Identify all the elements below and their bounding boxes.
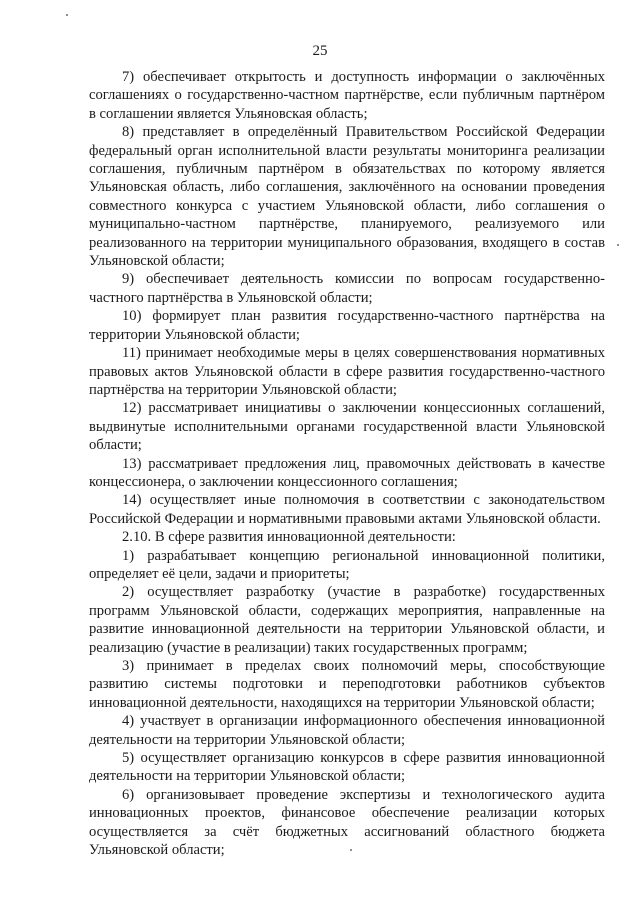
- paragraph-item-13: 13) рассматривает предложения лиц, правомочных действовать в качестве концессионера, о заключении концессионного соглашения;: [89, 455, 605, 490]
- innovation-item-2: 2) осуществляет разработку (участие в разработке) государственных программ Ульяновской области, содержащих мероприятия, направленные на развитие инновационной деятельности на территории Ульяновской области, и реализацию (участие в реализации) таких государственных программ;: [89, 584, 605, 656]
- scan-speck: [350, 849, 352, 851]
- paragraph-item-11: 11) принимает необходимые меры в целях совершенствования нормативных правовых актов Ульяновской области в сфере развития государственно-частного партнёрства на территории Ульяновской области;: [89, 345, 605, 398]
- innovation-item-6: 6) организовывает проведение экспертизы и технологического аудита инновационных проектов, финансовое обеспечение реализации которых осуществляется за счёт бюджетных ассигнований областного бюджета Ульяновской области;: [89, 786, 605, 859]
- paragraph-item-8: 8) представляет в определённый Правительством Российской Федерации федеральный орган исполнительной власти результаты мониторинга реализации соглашения, публичным партнёром в обязательствах по которому является Ульяновская область, либо соглашения, заключённого на основании проведения совместного конкурса с участием Ульяновской области, либо соглашения о муниципально-частном партнёрстве, планируемого, реализуемого или реализованного на территории муниципального образования, входящего в состав Ульяновской области;: [89, 124, 605, 270]
- page-number: 25: [312, 43, 328, 59]
- paragraph-item-9: 9) обеспечивает деятельность комиссии по вопросам государственно-частного партнёрства в Ульяновской области;: [89, 271, 605, 306]
- scan-speck: [617, 244, 619, 246]
- paragraph-item-12: 12) рассматривает инициативы о заключении концессионных соглашений, выдвинутые исполнительными органами государственной власти Ульяновской области;: [89, 400, 605, 454]
- paragraph-item-10: 10) формирует план развития государственно-частного партнёрства на территории Ульяновской области;: [89, 308, 605, 343]
- innovation-item-4: 4) участвует в организации информационного обеспечения инновационной деятельности на территории Ульяновской области;: [89, 713, 605, 748]
- section-heading-2-10: 2.10. В сфере развития инновационной деятельности:: [122, 529, 456, 546]
- innovation-item-1: 1) разрабатывает концепцию региональной инновационной политики, определяет её цели, задачи и приоритеты;: [89, 547, 605, 582]
- paragraph-item-14: 14) осуществляет иные полномочия в соответствии с законодательством Российской Федерации и нормативными правовыми актами Ульяновской области.: [89, 492, 605, 527]
- document-body: [89, 68, 605, 859]
- innovation-item-5: 5) осуществляет организацию конкурсов в сфере развития инновационной деятельности на территории Ульяновской области;: [89, 750, 605, 785]
- innovation-item-3: 3) принимает в пределах своих полномочий меры, способствующие развитию системы подготовки и переподготовки работников субъектов инновационной деятельности, находящихся на территории Ульяновской области;: [89, 658, 605, 711]
- paragraph-item-7: 7) обеспечивает открытость и доступность информации о заключённых соглашениях о государственно-частном партнёрстве, если публичным партнёром в соглашении является Ульяновская область;: [89, 69, 605, 122]
- scan-speck: [66, 14, 68, 16]
